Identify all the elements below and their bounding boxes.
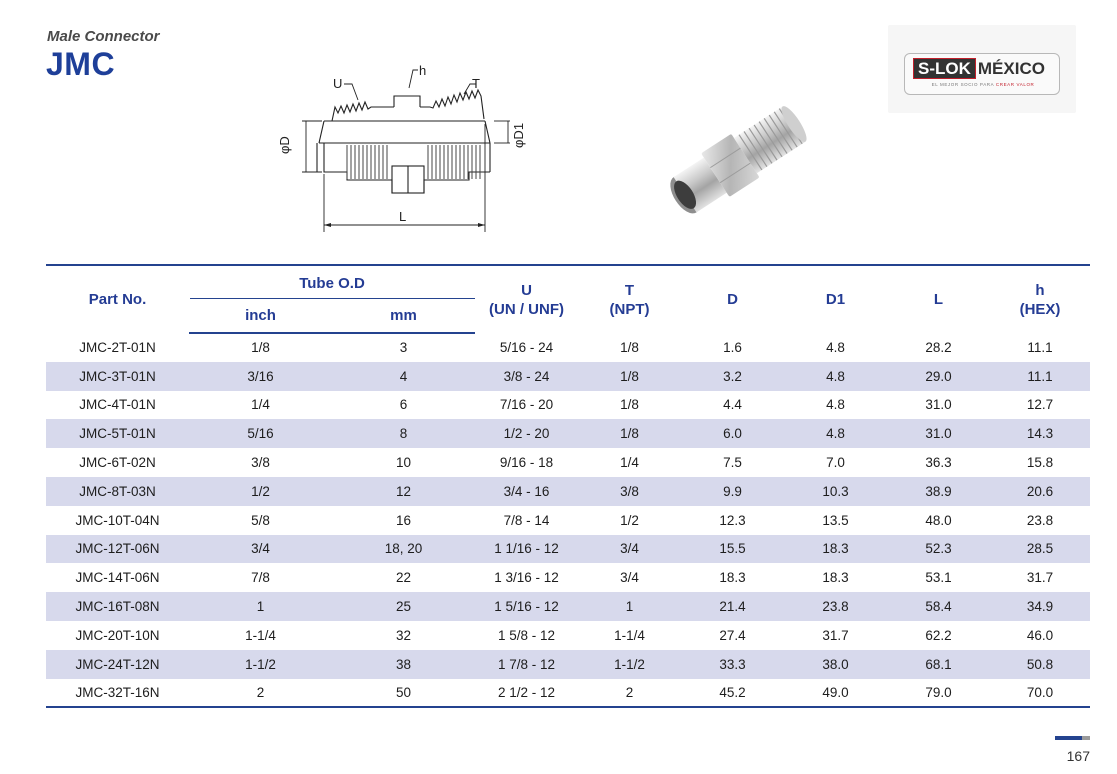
cell-t: 2 (578, 679, 681, 708)
cell-t: 1-1/4 (614, 627, 645, 643)
cell-u: 1 5/16 - 12 (475, 592, 578, 621)
col-header-d1: D1 (784, 265, 887, 333)
cell-u: 1 7/8 - 12 (475, 650, 578, 679)
cell-l: 28.2 (925, 339, 952, 355)
col-header-tube-od: Tube O.D (189, 265, 475, 299)
cell-h: 50.8 (990, 650, 1090, 679)
cell-part-no: JMC-4T-01N (79, 397, 156, 413)
cell-d: 18.3 (719, 570, 746, 586)
technical-drawing (272, 62, 526, 234)
cell-mm: 32 (395, 627, 412, 643)
logo-tagline-accent: CREAR VALOR (995, 82, 1035, 87)
cell-mm: 4 (332, 362, 475, 391)
cell-u: 1 1/16 - 12 (475, 535, 578, 564)
page-number: 167 (1066, 748, 1090, 764)
cell-d: 12.3 (719, 512, 746, 528)
logo-brand-text: MÉXICO (977, 59, 1045, 78)
cell-part-no: JMC-6T-02N (79, 455, 156, 471)
cell-mm: 50 (332, 679, 475, 708)
cell-d1: 18.3 (784, 535, 887, 564)
cell-d: 45.2 (681, 679, 784, 708)
label-u: U (333, 76, 343, 91)
label-h: h (419, 63, 427, 78)
cell-h: 11.1 (990, 362, 1090, 391)
cell-mm: 10 (395, 455, 412, 471)
cell-inch: 1/8 (251, 340, 270, 356)
cell-t: 1-1/2 (578, 650, 681, 679)
cell-part-no: JMC-8T-03N (46, 477, 189, 506)
cell-inch: 3/16 (189, 362, 332, 391)
cell-u: 2 1/2 - 12 (475, 679, 578, 708)
cell-d1: 4.8 (784, 419, 887, 448)
cell-d1: 49.0 (784, 679, 887, 708)
logo-tagline (910, 82, 1056, 87)
cell-d1: 18.3 (822, 570, 849, 586)
cell-part-no: JMC-2T-01N (79, 339, 156, 355)
table-row (46, 679, 1090, 708)
cell-mm: 16 (395, 512, 412, 528)
cell-d: 4.4 (723, 397, 742, 413)
cell-t: 3/4 (578, 535, 681, 564)
table-row (46, 563, 1090, 592)
cell-l: 58.4 (887, 592, 990, 621)
col-header-h (990, 265, 1090, 333)
cell-part-no: JMC-16T-08N (46, 592, 189, 621)
table-row (46, 535, 1090, 564)
cell-inch: 1/4 (251, 397, 270, 413)
table-row (46, 448, 1090, 477)
cell-mm: 22 (395, 570, 412, 586)
table-row (46, 621, 1090, 650)
col-header-u (475, 265, 578, 333)
cell-part-no: JMC-24T-12N (46, 650, 189, 679)
cell-mm: 6 (399, 397, 408, 413)
cell-d: 21.4 (681, 592, 784, 621)
cell-d: 15.5 (681, 535, 784, 564)
cell-t: 1/8 (620, 339, 639, 355)
cell-l: 38.9 (887, 477, 990, 506)
table-row (46, 506, 1090, 535)
label-l: L (399, 209, 407, 224)
cell-t: 1/8 (620, 397, 639, 413)
cell-h: 34.9 (990, 592, 1090, 621)
spec-table (46, 264, 1090, 708)
cell-h: 70.0 (990, 679, 1090, 708)
cell-d: 27.4 (719, 627, 746, 643)
cell-mm: 38 (332, 650, 475, 679)
page-accent-bar-tip (1082, 736, 1090, 740)
cell-mm: 3 (399, 340, 408, 356)
cell-u: 7/16 - 20 (499, 397, 554, 413)
cell-t: 1/2 (620, 512, 639, 528)
cell-d1: 4.8 (826, 397, 845, 413)
cell-inch: 5/16 (189, 419, 332, 448)
cell-u: 1/2 - 20 (475, 419, 578, 448)
logo-brand (913, 59, 1045, 79)
cell-part-no: JMC-10T-04N (75, 512, 160, 528)
cell-inch: 1-1/2 (189, 650, 332, 679)
cell-h: 12.7 (1026, 397, 1054, 413)
table-row (46, 391, 1090, 420)
cell-u: 3/8 - 24 (475, 362, 578, 391)
cell-d1: 23.8 (784, 592, 887, 621)
cell-mm: 25 (332, 592, 475, 621)
cell-l: 31.0 (925, 397, 952, 413)
col-header-t-label: T (624, 281, 635, 299)
cell-u: 9/16 - 18 (499, 455, 554, 471)
cell-h: 14.3 (990, 419, 1090, 448)
cell-inch: 7/8 (251, 570, 270, 586)
product-photo (648, 90, 838, 210)
cell-d: 33.3 (681, 650, 784, 679)
cell-t: 1 (578, 592, 681, 621)
cell-d: 9.9 (681, 477, 784, 506)
cell-part-no: JMC-20T-10N (75, 627, 160, 643)
cell-u: 3/4 - 16 (475, 477, 578, 506)
cell-part-no: JMC-14T-06N (75, 570, 160, 586)
col-header-inch: inch (189, 299, 332, 333)
table-row (46, 477, 1090, 506)
cell-t: 3/4 (620, 570, 639, 586)
table-row (46, 362, 1090, 391)
table-row (46, 592, 1090, 621)
cell-d1: 13.5 (822, 512, 849, 528)
cell-inch: 1-1/4 (245, 627, 276, 643)
cell-part-no: JMC-3T-01N (46, 362, 189, 391)
cell-h: 28.5 (990, 535, 1090, 564)
cell-part-no: JMC-12T-06N (46, 535, 189, 564)
col-header-u-sub: (UN / UNF) (489, 300, 564, 318)
cell-h: 11.1 (1027, 339, 1053, 355)
cell-u: 1 3/16 - 12 (494, 570, 559, 586)
cell-l: 52.3 (887, 535, 990, 564)
cell-d: 6.0 (681, 419, 784, 448)
cell-d1: 38.0 (784, 650, 887, 679)
page-subtitle: Male Connector (47, 28, 160, 45)
cell-inch: 5/8 (251, 512, 270, 528)
cell-l: 62.2 (925, 627, 952, 643)
company-logo (888, 25, 1076, 113)
spec-table-body (46, 333, 1090, 707)
col-header-u-label: U (521, 281, 532, 299)
col-header-t (578, 265, 681, 333)
cell-u: 7/8 - 14 (503, 512, 550, 528)
logo-brand-box: S-LOK (913, 58, 976, 79)
cell-part-no: JMC-5T-01N (46, 419, 189, 448)
cell-t: 1/8 (578, 362, 681, 391)
label-d1: φD1 (511, 122, 526, 148)
cell-t: 1/4 (620, 455, 639, 471)
cell-u: 5/16 - 24 (499, 339, 554, 355)
col-header-d: D (681, 265, 784, 333)
cell-h: 46.0 (1026, 627, 1054, 643)
cell-l: 48.0 (925, 512, 952, 528)
cell-inch: 1/2 (189, 477, 332, 506)
table-row (46, 419, 1090, 448)
cell-h: 31.7 (1026, 570, 1054, 586)
cell-mm: 18, 20 (332, 535, 475, 564)
cell-h: 23.8 (1026, 512, 1054, 528)
cell-h: 20.6 (990, 477, 1090, 506)
col-header-l: L (887, 265, 990, 333)
cell-d1: 10.3 (784, 477, 887, 506)
cell-l: 31.0 (887, 419, 990, 448)
cell-part-no: JMC-32T-16N (46, 679, 189, 708)
table-row (46, 333, 1090, 362)
cell-d1: 4.8 (826, 339, 845, 355)
cell-d: 1.6 (723, 339, 742, 355)
cell-inch: 3/8 (251, 455, 270, 471)
cell-l: 79.0 (887, 679, 990, 708)
page-title: JMC (46, 46, 116, 82)
logo-tagline-text: EL MEJOR SOCIO PARA (931, 82, 995, 87)
cell-d: 3.2 (681, 362, 784, 391)
cell-h: 15.8 (1026, 455, 1054, 471)
cell-l: 53.1 (925, 570, 952, 586)
col-header-t-sub: (NPT) (609, 300, 650, 318)
cell-u: 1 5/8 - 12 (497, 627, 556, 643)
cell-inch: 3/4 (189, 535, 332, 564)
cell-t: 3/8 (578, 477, 681, 506)
cell-l: 36.3 (925, 455, 952, 471)
col-header-h-sub: (HEX) (1019, 300, 1061, 318)
cell-mm: 12 (332, 477, 475, 506)
cell-d1: 31.7 (822, 627, 849, 643)
label-t: T (472, 76, 480, 91)
col-header-mm: mm (332, 299, 475, 333)
label-d: φD (277, 136, 292, 154)
cell-t: 1/8 (578, 419, 681, 448)
table-row (46, 650, 1090, 679)
cell-d: 7.5 (723, 455, 742, 471)
col-header-h-label: h (1035, 281, 1045, 299)
cell-mm: 8 (332, 419, 475, 448)
cell-inch: 1 (189, 592, 332, 621)
cell-d1: 7.0 (826, 455, 845, 471)
col-header-part-no: Part No. (46, 265, 189, 333)
cell-d1: 4.8 (784, 362, 887, 391)
cell-inch: 2 (189, 679, 332, 708)
cell-l: 68.1 (887, 650, 990, 679)
cell-l: 29.0 (887, 362, 990, 391)
